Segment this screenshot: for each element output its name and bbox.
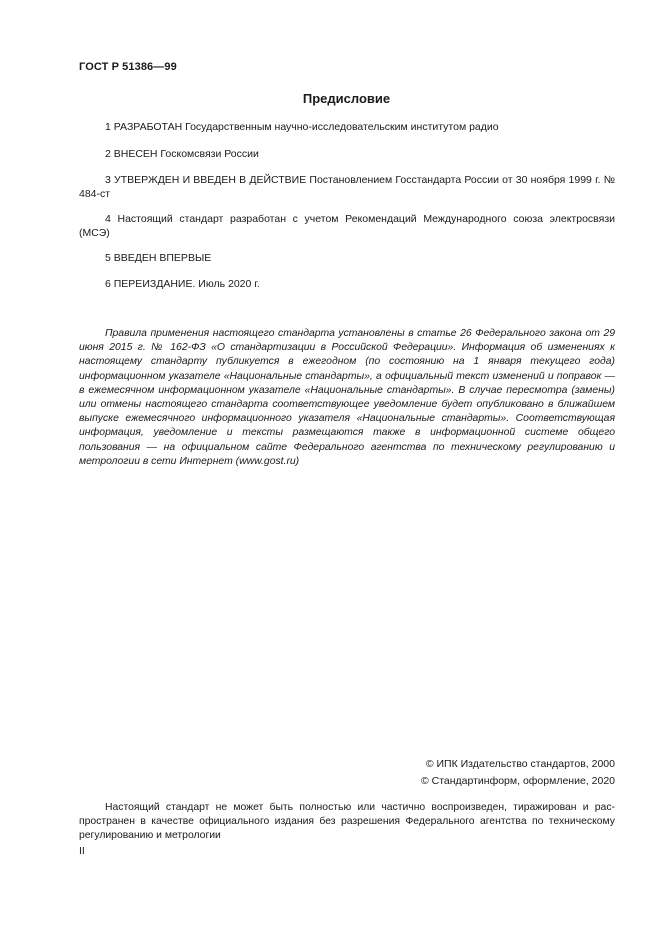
- document-code: ГОСТ Р 51386—99: [79, 61, 177, 73]
- application-rules-notice: Правила применения настоящего стандарта установлены в статье 26 Федерального закона от 29 июня 2015 г. № 162-ФЗ «О стандартизации в Российской Федерации». Информация об изменениях к настоящему стандарту публикуется в ежегодном (по состоянию на 1 января текущего года) информационном указателе «Национальные стандарты», а официальный текст изменений и поправок — в ежемесячном информационном указателе «Национальные стандарты». В случае пересмотра (замены) или отмены настоящего стандарта соответствующее уведомление будет опубликовано в ближайшем выпуске ежемесячного информационного указателя «Национальные стандарты». Соответствующая информация, уведомление и тексты размещаются также в информационной системе общего пользования — на официальном сайте Федерального агентства по техническому регулированию и метрологии в сети Интернет (www.gost.ru): [79, 328, 615, 467]
- foreword-item: 3 УТВЕРЖДЕН И ВВЕДЕН В ДЕЙСТВИЕ Постановлением Госстандарта России от 30 ноября 1999 г. № 484-ст: [79, 174, 615, 200]
- foreword-item: 6 ПЕРЕИЗДАНИЕ. Июль 2020 г.: [105, 278, 260, 290]
- foreword-item: 4 Настоящий стандарт разработан с учетом Рекомендаций Международного союза электросвязи (МСЭ): [79, 213, 615, 239]
- reproduction-notice: Настоящий стандарт не может быть полностью или частично воспроизведен, тиражирован и распространен в качестве официального издания без разрешения Федерального агентства по техническому регулированию и метрологии: [79, 802, 615, 841]
- foreword-item: 1 РАЗРАБОТАН Государственным научно-исследовательским институтом радио: [105, 121, 499, 133]
- foreword-title: Предисловие: [302, 91, 391, 106]
- page-number: II: [79, 845, 85, 857]
- foreword-item: 5 ВВЕДЕН ВПЕРВЫЕ: [105, 252, 212, 264]
- foreword-item: 2 ВНЕСЕН Госкомсвязи России: [105, 148, 259, 160]
- copyright-line: © ИПК Издательство стандартов, 2000: [425, 758, 615, 770]
- copyright-line: © Стандартинформ, оформление, 2020: [420, 775, 615, 787]
- copyright-block: [421, 756, 615, 790]
